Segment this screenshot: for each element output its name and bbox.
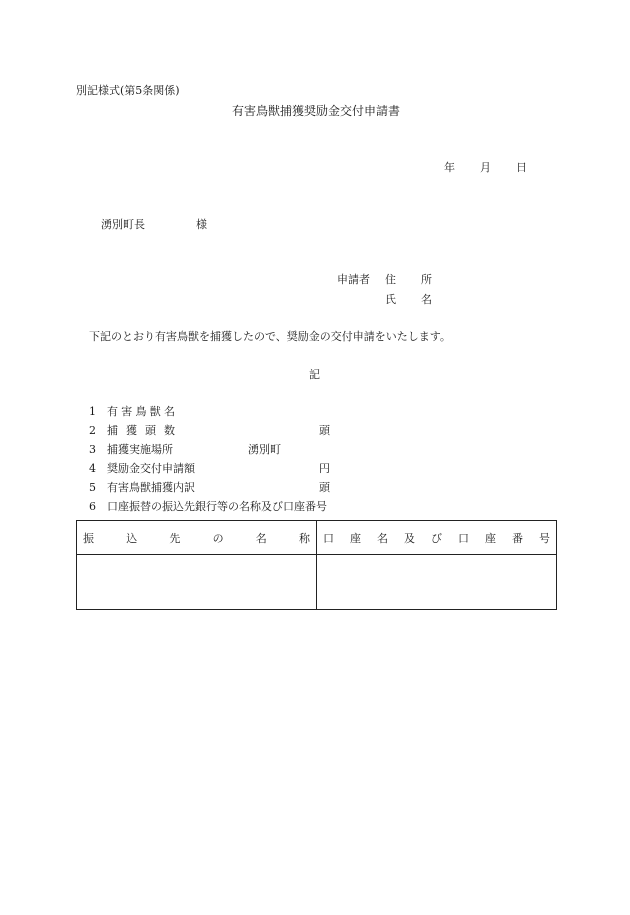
item-number: 2	[89, 424, 96, 437]
header-char: 名	[255, 531, 267, 545]
header-char: 込	[126, 531, 138, 545]
item-1	[89, 405, 103, 419]
item-label-char: 有	[107, 405, 118, 418]
item-2	[89, 424, 103, 438]
header-char: 座	[350, 531, 361, 545]
item-4	[89, 462, 195, 476]
item-label-char: 獣	[149, 405, 161, 418]
date-day-label: 日	[516, 161, 527, 174]
item-number: 1	[89, 405, 96, 418]
bank-account-table	[76, 520, 557, 610]
header-char: 称	[298, 531, 310, 545]
header-char: 及	[404, 531, 415, 545]
bank-name-header	[77, 521, 317, 555]
ki-heading: 記	[309, 368, 320, 381]
header-char: 口	[458, 531, 469, 545]
item-5-unit: 頭	[319, 481, 330, 494]
item-label-char: 鳥	[135, 405, 147, 418]
item-label-char: 獲	[126, 424, 137, 437]
date-month-label: 月	[480, 161, 491, 174]
item-3	[89, 443, 173, 457]
addressee-name: 湧別町長	[101, 218, 145, 231]
item-3-value: 湧別町	[248, 443, 281, 456]
item-label-char: 害	[121, 405, 133, 418]
application-statement: 下記のとおり有害鳥獣を捕獲したので、奨励金の交付申請をいたします。	[89, 330, 451, 343]
header-char: 座	[485, 531, 496, 545]
item-2-unit: 頭	[319, 424, 330, 437]
addressee-honorific: 様	[196, 218, 207, 231]
item-5	[89, 481, 195, 495]
item-2-label	[107, 424, 175, 438]
header-char: 口	[323, 531, 334, 545]
account-cell[interactable]	[317, 555, 557, 610]
header-char: び	[431, 531, 442, 545]
item-label-char: 頭	[145, 424, 156, 437]
header-char: 振	[83, 531, 94, 545]
header-char: 先	[169, 531, 181, 545]
bank-name-cell[interactable]	[77, 555, 317, 610]
item-4-unit: 円	[319, 462, 330, 475]
item-label: 奨励金交付申請額	[107, 462, 195, 475]
name-label-char-2: 名	[421, 293, 432, 306]
table-entry-row	[77, 555, 557, 610]
item-6	[89, 500, 327, 514]
header-char: の	[212, 531, 224, 545]
account-header	[317, 521, 557, 555]
item-label-char: 数	[164, 424, 175, 437]
item-number: 5	[89, 481, 96, 494]
item-number: 3	[89, 443, 96, 456]
item-label: 口座振替の振込先銀行等の名称及び口座番号	[107, 500, 327, 513]
applicant-label: 申請者	[337, 273, 370, 286]
header-char: 番	[512, 531, 523, 545]
table-header-row	[77, 521, 557, 555]
header-char: 号	[539, 531, 550, 545]
item-number: 4	[89, 462, 96, 475]
item-1-label	[107, 405, 175, 419]
header-char: 名	[377, 531, 388, 545]
form-reference: 別記様式(第5条関係)	[76, 84, 180, 97]
item-label-char: 捕	[107, 424, 118, 437]
item-label: 有害鳥獣捕獲内訳	[107, 481, 195, 494]
address-label-char-2: 所	[421, 273, 432, 286]
item-number: 6	[89, 500, 96, 513]
address-label-char-1: 住	[385, 273, 396, 286]
item-label: 捕獲実施場所	[107, 443, 173, 456]
date-year-label: 年	[444, 161, 455, 174]
name-label-char-1: 氏	[385, 293, 396, 306]
page-title: 有害鳥獣捕獲奨励金交付申請書	[232, 104, 401, 118]
item-label-char: 名	[164, 405, 175, 418]
